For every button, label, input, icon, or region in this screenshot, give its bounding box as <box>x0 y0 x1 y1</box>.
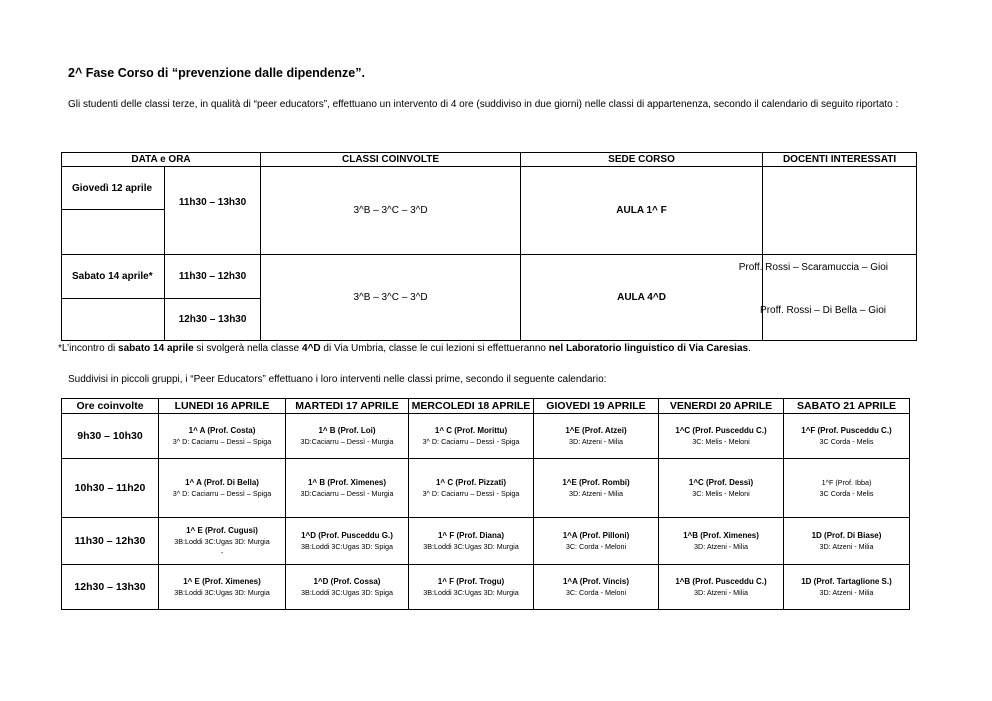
table-row <box>62 459 910 518</box>
schedule-cell <box>159 459 286 518</box>
schedule-cell <box>286 459 409 518</box>
schedule-cell <box>159 565 286 610</box>
header-cell: MERCOLEDI 18 APRILE <box>409 399 534 414</box>
schedule-cell <box>286 414 409 459</box>
class-label: 1^ F (Prof. Diana) <box>437 531 504 540</box>
slot-cell: 12h30 – 13h30 <box>62 565 159 610</box>
header-cell: SEDE CORSO <box>521 153 763 167</box>
class-label: 1^A (Prof. Vincis) <box>562 577 630 586</box>
class-label: 1^B (Prof. Pusceddu C.) <box>675 577 767 586</box>
footnote-text: . <box>748 343 751 354</box>
class-label: 1^A (Prof. Pilloni) <box>562 531 630 540</box>
students-label: 3D: Atzeni - Milia <box>569 437 623 446</box>
header-cell: VENERDI 20 APRILE <box>659 399 784 414</box>
schedule-cell <box>409 459 534 518</box>
footnote-bold: nel Laboratorio linguistico di Via Caresias <box>548 343 749 354</box>
students-label: 3D: Atzeni - Milia <box>694 542 748 551</box>
empty-cell <box>62 299 165 341</box>
intro-paragraph: Gli studenti delle classi terze, in qualità di “peer educators”, effettuano un intervento di 4 ore (suddiviso in due giorni) nelle classi di appartenenza, secondo il calendario di seguito riportato : <box>68 99 899 110</box>
peer-schedule-table <box>61 152 917 341</box>
schedule-cell <box>159 414 286 459</box>
students-label: 3D: Atzeni - Milia <box>569 489 623 498</box>
schedule-cell <box>409 414 534 459</box>
empty-cell <box>62 210 165 255</box>
footnote-text: si svolgerà nella classe <box>193 343 303 354</box>
footnote-bold: 4^D <box>302 343 321 354</box>
table-row <box>62 518 910 565</box>
students-label: 3^ D: Caciarru – Dessì – Spiga <box>172 489 272 498</box>
header-cell: DATA e ORA <box>62 153 261 167</box>
students-label: 3D:Caciarru – Dessì - Murgia <box>300 489 394 498</box>
table-row <box>62 414 910 459</box>
students-label: 3^ D: Caciarru – Dessì - Spiga <box>422 489 520 498</box>
header-cell: GIOVEDI 19 APRILE <box>534 399 659 414</box>
students-label: 3C Corda - Melis <box>819 437 874 446</box>
table-row <box>62 167 917 210</box>
schedule-cell <box>784 518 910 565</box>
class-label: 1^ E (Prof. Ximenes) <box>183 577 261 586</box>
schedule-cell <box>659 414 784 459</box>
students-label: 3C: Corda - Meloni <box>565 542 627 551</box>
class-label: 1^C (Prof. Dessì) <box>688 478 754 487</box>
slot-cell: 10h30 – 11h20 <box>62 459 159 518</box>
class-label: 1^E (Prof. Rombi) <box>562 478 630 487</box>
weekly-schedule-table <box>61 398 910 610</box>
students-label: 3B:Loddi 3C:Ugas 3D: Murgia <box>423 588 519 597</box>
class-label: 1^ C (Prof. Pizzati) <box>435 478 506 487</box>
students-label: 3B:Loddi 3C:Ugas 3D: Spiga <box>301 588 393 597</box>
classes-cell: 3^B – 3^C – 3^D <box>261 167 521 255</box>
class-label: 1^ B (Prof. Ximenes) <box>307 478 387 487</box>
class-label: 1^ F (Prof. Trogu) <box>437 577 505 586</box>
date-cell: Giovedì 12 aprile <box>62 167 165 210</box>
schedule-cell <box>659 518 784 565</box>
class-label: 1D (Prof. Di Biase) <box>811 531 882 540</box>
teachers-cell <box>763 167 917 255</box>
header-cell: CLASSI COINVOLTE <box>261 153 521 167</box>
class-label: 1^D (Prof. Cossa) <box>313 577 381 586</box>
schedule-cell <box>534 414 659 459</box>
time-cell: 11h30 – 12h30 <box>165 255 261 299</box>
class-label: 1^F (Prof. Pusceddu C.) <box>801 426 892 435</box>
class-label: 1^ C (Prof. Morittu) <box>434 426 508 435</box>
teachers-cell <box>738 255 917 341</box>
header-cell: MARTEDI 17 APRILE <box>286 399 409 414</box>
date-cell: Sabato 14 aprile* <box>62 255 165 299</box>
schedule-cell <box>659 459 784 518</box>
extra-mark: - <box>220 547 224 557</box>
table-row <box>62 255 917 299</box>
room-cell: AULA 4^D <box>521 255 763 341</box>
class-label: 1^B (Prof. Ximenes) <box>683 531 759 540</box>
schedule-cell <box>534 565 659 610</box>
intro2-paragraph: Suddivisi in piccoli gruppi, i “Peer Educators” effettuano i loro interventi nelle classi prime, secondo il seguente calendario: <box>68 374 607 385</box>
students-label: 3B:Loddi 3C:Ugas 3D: Spiga <box>301 542 393 551</box>
header-cell: SABATO 21 APRILE <box>784 399 910 414</box>
schedule-cell <box>534 459 659 518</box>
students-label: 3D: Atzeni - Milia <box>694 588 748 597</box>
students-label: 3C: Melis - Meloni <box>692 489 750 498</box>
students-label: 3D: Atzeni - Milia <box>819 588 874 597</box>
class-label: 1^F (Prof. Ibba) <box>821 478 872 487</box>
schedule-cell <box>659 565 784 610</box>
table-row <box>62 565 910 610</box>
class-label: 1^C (Prof. Pusceddu C.) <box>675 426 767 435</box>
slot-cell: 11h30 – 12h30 <box>62 518 159 565</box>
students-label: 3C Corda - Melis <box>819 489 874 498</box>
time-cell: 12h30 – 13h30 <box>165 299 261 341</box>
students-label: 3D: Atzeni - Milia <box>819 542 874 551</box>
schedule-cell <box>409 565 534 610</box>
class-label: 1^D (Prof. Pusceddu G.) <box>301 531 393 540</box>
students-label: 3B:Loddi 3C:Ugas 3D: Murgia <box>174 536 270 546</box>
header-cell: Ore coinvolte <box>62 399 159 414</box>
students-label: 3^ D: Caciarru – Dessì – Spiga <box>172 437 272 446</box>
schedule-cell <box>286 565 409 610</box>
students-label: 3C: Corda - Meloni <box>565 588 627 597</box>
table-header-row <box>62 399 910 414</box>
students-label: 3D:Caciarru – Dessì - Murgia <box>300 437 394 446</box>
header-cell: DOCENTI INTERESSATI <box>763 153 917 167</box>
class-label: 1^ E (Prof. Cugusi) <box>186 525 258 535</box>
document-title: 2^ Fase Corso di “prevenzione dalle dipendenze”. <box>68 66 365 80</box>
class-label: 1^ A (Prof. Costa) <box>188 426 256 435</box>
teachers-line-2: Proff. Rossi – Di Bella – Gioi <box>760 305 887 316</box>
time-cell: 11h30 – 13h30 <box>165 167 261 255</box>
class-label: 1D (Prof. Tartaglione S.) <box>801 577 892 586</box>
students-label: 3^ D: Caciarru – Dessì - Spiga <box>422 437 520 446</box>
schedule-cell <box>784 565 910 610</box>
class-label: 1^ A (Prof. Di Bella) <box>185 478 259 487</box>
students-label: 3C: Melis - Meloni <box>692 437 750 446</box>
teachers-line-1: Proff. Rossi – Scaramuccia – Gioi <box>738 262 889 273</box>
schedule-cell <box>286 518 409 565</box>
footnote-text: *L’incontro di <box>58 343 119 354</box>
header-cell: LUNEDI 16 APRILE <box>159 399 286 414</box>
footnote-text: di Via Umbria, classe le cui lezioni si effettueranno <box>320 343 549 354</box>
class-label: 1^ B (Prof. Loi) <box>318 426 376 435</box>
students-label: 3B:Loddi 3C:Ugas 3D: Murgia <box>423 542 519 551</box>
room-cell: AULA 1^ F <box>521 167 763 255</box>
slot-cell: 9h30 – 10h30 <box>62 414 159 459</box>
table-header-row <box>62 153 917 167</box>
schedule-cell <box>784 459 910 518</box>
classes-cell: 3^B – 3^C – 3^D <box>261 255 521 341</box>
schedule-cell <box>784 414 910 459</box>
schedule-cell <box>409 518 534 565</box>
students-label: 3B:Loddi 3C:Ugas 3D: Murgia <box>174 588 270 597</box>
schedule-cell <box>534 518 659 565</box>
footnote <box>58 343 751 354</box>
schedule-cell <box>159 518 286 565</box>
class-label: 1^E (Prof. Atzei) <box>565 426 627 435</box>
footnote-bold: sabato 14 aprile <box>118 343 194 354</box>
